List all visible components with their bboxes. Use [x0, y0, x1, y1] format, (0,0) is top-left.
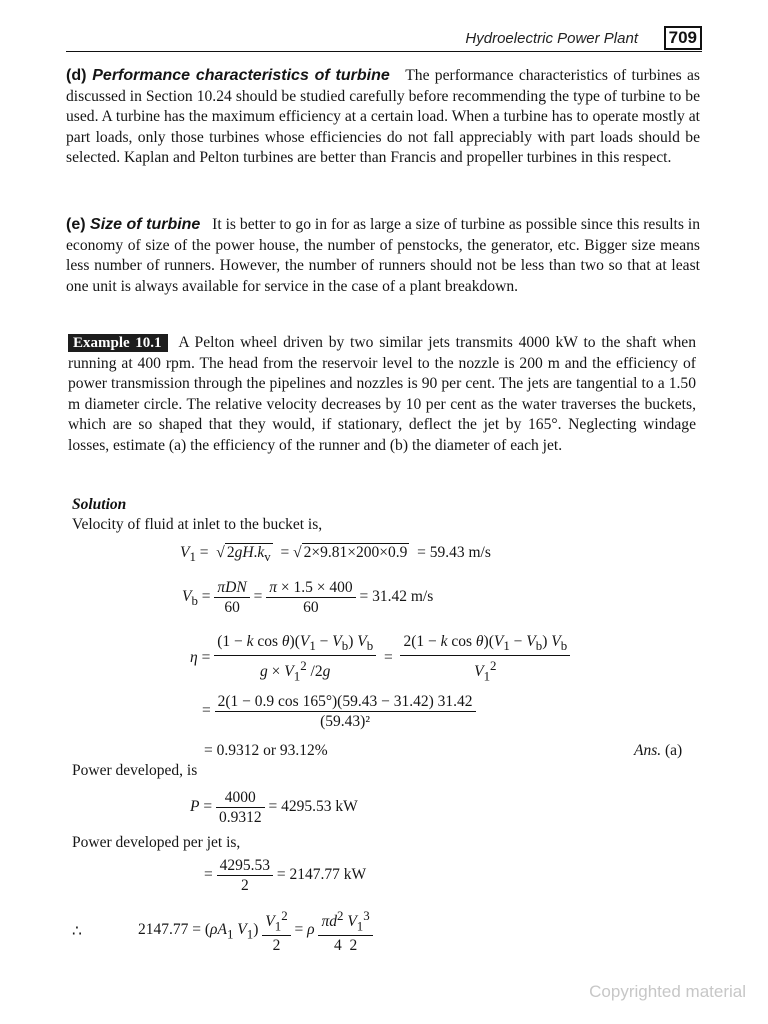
- solution-intro: Velocity of fluid at inlet to the bucket is,: [72, 516, 323, 533]
- running-header: [66, 26, 702, 54]
- therefore-symbol: ∴: [72, 923, 82, 940]
- copyright-watermark: Copyrighted material: [589, 982, 746, 1001]
- v1-equation: $V_1$ = √ $2gH.k_v$ = √ 2×9.81×200×0.9 = 59.43 m/s: [180, 544, 491, 565]
- eta-numeric-numerator: 2(1 − 0.9 cos 165°)(59.43 − 31.42) 31.42: [215, 692, 476, 712]
- example-paragraph: [68, 333, 696, 457]
- power-result: = 4295.53 kW: [268, 798, 358, 816]
- section-e-body: It is better to go in for as large a size of turbine as possible since this results in economy of size of the power house, the number of penstocks, the generator, etc. Bigger size means less number of runners. However, the number of runners should not be less than two so that at least one unit is always available for service in the case of a plant breakdown.: [66, 216, 701, 295]
- per-jet-intro: Power developed per jet is,: [72, 834, 241, 851]
- section-d-title: Performance characteristics of turbine: [92, 67, 390, 84]
- section-d-paragraph: [66, 66, 700, 169]
- solution-heading: Solution: [72, 496, 127, 513]
- eta-numeric-equation: = $\frac{2(1 - 0.9 \cos 165^\circ)(59.43 - 31.42) 31.42}{\text{(59.43)²}}$: [202, 692, 476, 731]
- jet-area-equation: $2147.77 = (\rho A_1$ $V_1$) $\frac{V_1^2}{2}$ = ρ $\frac{\pi d^2 V_1^3}{4 2}$: [138, 906, 373, 955]
- section-e-paragraph: [66, 215, 700, 297]
- answer-part: (a): [665, 742, 683, 759]
- section-e-title: Size of turbine: [90, 216, 201, 233]
- v1-result: = 59.43 m/s: [417, 544, 491, 561]
- power-denominator: 0.9312: [218, 809, 262, 826]
- per-jet-denominator: 2: [240, 877, 249, 894]
- example-label: Example 10.1: [68, 334, 168, 352]
- per-jet-result: = 2147.77 kW: [276, 866, 367, 884]
- answer-marker: [634, 742, 682, 760]
- section-d-label: (d): [66, 67, 87, 84]
- final-lhs: 2147.77 =: [138, 921, 201, 939]
- vb-result: = 31.42 m/s: [359, 588, 434, 606]
- page-number: 709: [664, 26, 702, 50]
- section-d-body: The performance characteristics of turbines as discussed in Section 10.24 should be studied carefully before recommending the type of turbine to be used. A turbine has the maximum efficiency at a certain load. When a turbine has to operate mostly at part loads, only those turbines whose efficiencies do not fall appreciably with part loads should be selected. Kaplan and Pelton turbines are better than Francis and propeller turbines in this respect.: [66, 67, 700, 167]
- example-body: A Pelton wheel driven by two similar jets transmits 4000 kW to the shaft when running at 400 rpm. The head from the reservoir level to the nozzle is 200 m and the efficiency of power transmission through the pipelines and nozzles is 90 per cent. The jets are tangential to a 1.50 m diameter circle. The relative velocity decreases by 10 per cent as the water traverses the buckets, which are so shaped that they would, if stationary, deflect the jet by 165°. Neglecting windage losses, estimate (a) the efficiency of the runner and (b) the diameter of each jet.: [68, 334, 696, 454]
- power-numerator: 4000: [216, 788, 265, 808]
- eta-equation: η = $\frac{(1 - k \cos \theta)(V_1 - V_b) V_b}{g \times V_1^2 /2g}$ = $\frac{2(1 - k \cos \theta)(V_1 - V_b) V_b}{V_1^2}$: [190, 632, 570, 685]
- per-jet-numerator: 4295.53: [217, 856, 273, 876]
- running-title: Hydroelectric Power Plant: [465, 30, 638, 47]
- power-equation: P = $\frac{4000}{0.9312}$ = 4295.53 kW: [190, 789, 358, 826]
- eta-numeric-denominator: (59.43)²: [320, 713, 370, 730]
- header-rule: [66, 51, 702, 52]
- section-e-heading: [66, 216, 200, 233]
- answer-label: Ans.: [634, 742, 662, 759]
- vb-equation: $V_b$ = πDN 60 = $\frac{\pi \times 1.5 \times 400}{60}$ = 31.42 m/s: [182, 579, 434, 616]
- eta-result: = 0.9312 or 93.12%: [204, 742, 328, 759]
- power-intro: Power developed, is: [72, 762, 198, 779]
- section-e-label: (e): [66, 216, 86, 233]
- per-jet-equation: = $\frac{4295.53}{2}$ = 2147.77 kW: [204, 857, 367, 894]
- section-d-heading: [66, 67, 390, 84]
